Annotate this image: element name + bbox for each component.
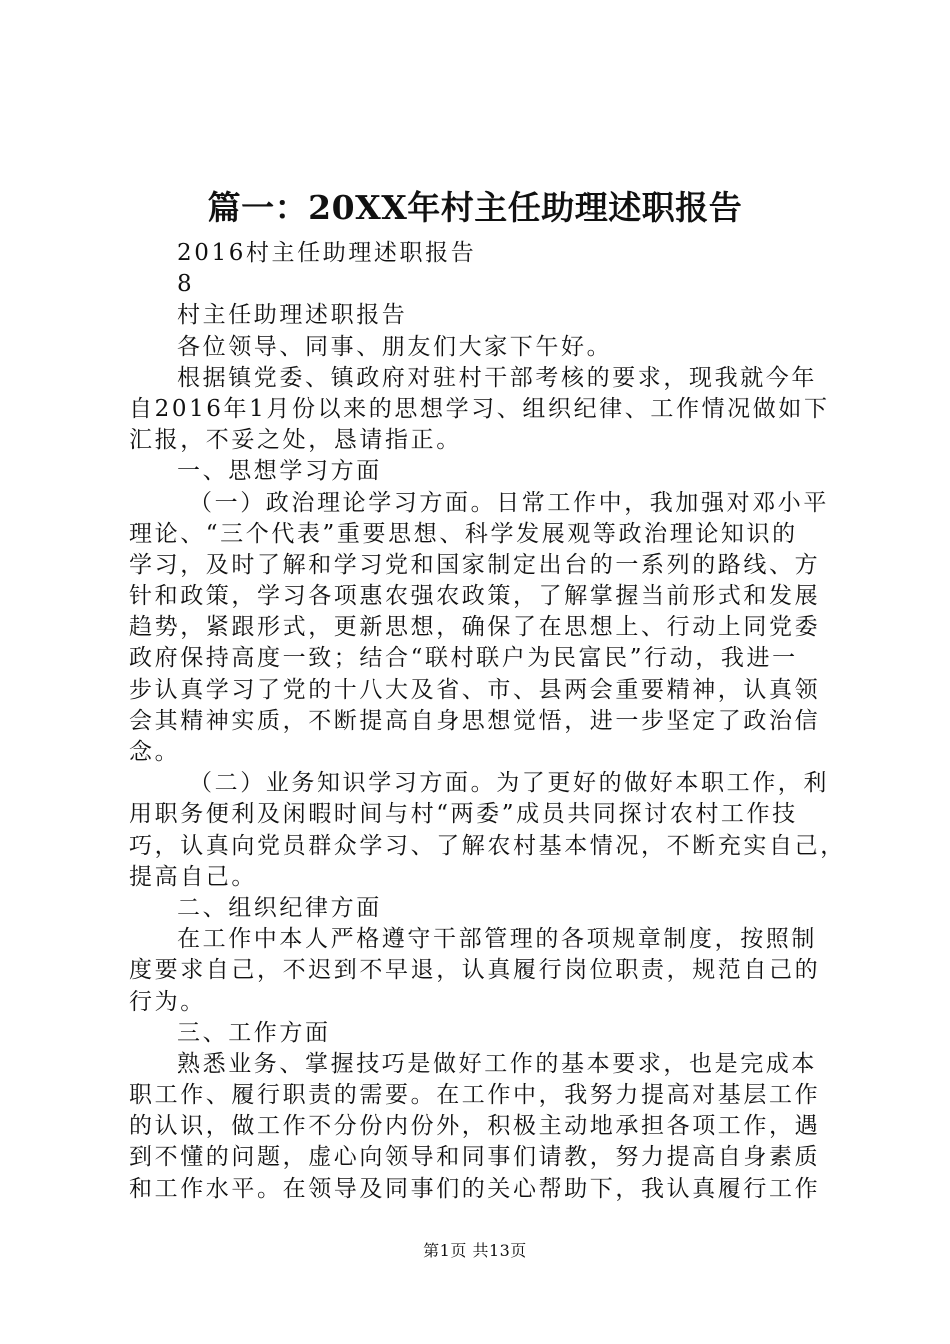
text-line: 到不懂的问题，虚心向领导和同事们请教，努力提高自身素质 [129,1144,821,1171]
text-line: 根据镇党委、镇政府对驻村干部考核的要求，现我就今年 [177,364,817,391]
text-line: 8 [177,271,195,298]
text-line: 巧，认真向党员群众学习、了解农村基本情况，不断充实自己， [129,832,846,859]
text-line: 村主任助理述职报告 [177,302,408,329]
text-line: 行为。 [129,988,206,1015]
document-body [129,238,846,1205]
text-line: 在工作中本人严格遵守干部管理的各项规章制度，按照制 [177,926,817,953]
page-footer: 第1页 共13页 [423,1241,527,1260]
text-line: 各位领导、同事、朋友们大家下午好。 [177,333,613,360]
text-line: 念。 [129,739,181,765]
text-line: 和工作水平。在领导及同事们的关心帮助下，我认真履行工作 [129,1175,821,1202]
text-line: 会其精神实质，不断提高自身思想觉悟，进一步坚定了政治信 [129,707,821,734]
text-line: 学习，及时了解和学习党和国家制定出台的一系列的路线、方 [129,551,821,578]
text-line: 三、工作方面 [177,1019,331,1046]
text-line: 针和政策，学习各项惠农强农政策，了解掌握当前形式和发展 [129,583,821,610]
text-line: 趋势，紧跟形式，更新思想，确保了在思想上、行动上同党委 [129,614,821,641]
text-line: 二、组织纪律方面 [177,894,382,921]
text-line: 理论、“三个代表”重要思想、科学发展观等政治理论知识的 [129,520,798,547]
text-line: 一、思想学习方面 [177,458,382,485]
text-line: （一）政治理论学习方面。日常工作中，我加强对邓小平 [189,489,829,516]
text-line: （二）业务知识学习方面。为了更好的做好本职工作，利 [189,770,829,797]
text-line: 2016村主任助理述职报告 [177,240,477,266]
text-line: 度要求自己，不迟到不早退，认真履行岗位职责，规范自己的 [129,957,821,984]
text-line: 自2016年1月份以来的思想学习、组织纪律、工作情况做如下 [129,395,830,422]
text-line: 职工作、履行职责的需要。在工作中，我努力提高对基层工作 [129,1082,821,1109]
text-line: 熟悉业务、掌握技巧是做好工作的基本要求，也是完成本 [177,1050,817,1077]
text-line: 步认真学习了党的十八大及省、市、县两会重要精神，认真领 [129,676,821,703]
text-line: 提高自己。 [129,863,257,890]
text-line: 汇报，不妥之处，恳请指正。 [129,427,462,454]
text-line: 的认识，做工作不分份内份外，积极主动地承担各项工作，遇 [129,1113,821,1140]
text-line: 政府保持高度一致；结合“联村联户为民富民”行动，我进一 [129,645,798,672]
document-title: 篇一：20XX年村主任助理述职报告 [207,188,743,227]
text-line: 用职务便利及闲暇时间与村“两委”成员共同探讨农村工作技 [129,801,798,828]
